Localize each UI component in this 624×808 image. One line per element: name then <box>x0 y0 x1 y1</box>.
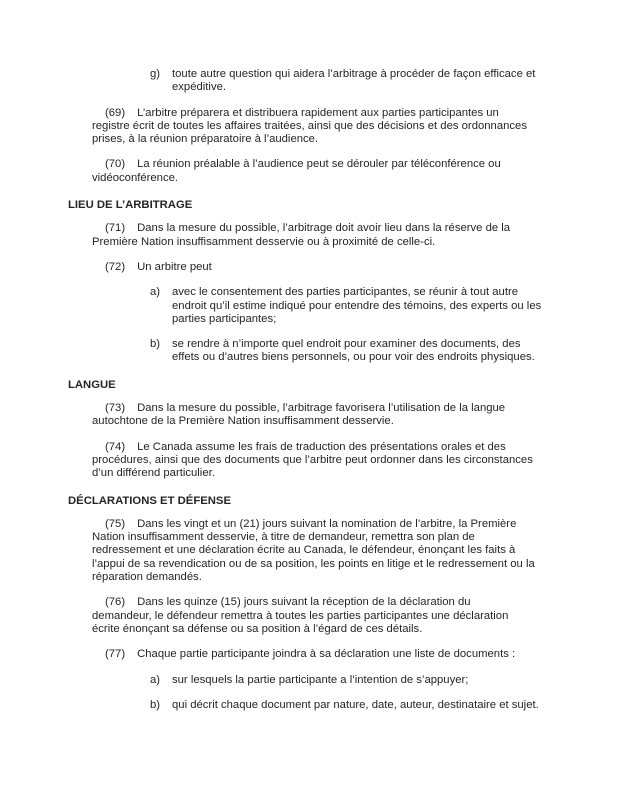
text-line <box>92 402 624 415</box>
text-line <box>92 158 624 171</box>
text-line: qui décrit chaque document par nature, date, auteur, destinataire et sujet. <box>172 698 539 711</box>
text-line: effets ou d’autres biens personnels, ou pour voir des endroits physiques. <box>172 351 535 364</box>
paragraph-75 <box>92 518 624 584</box>
text-line: registre écrit de toutes les affaires traitées, ainsi que des décisions et des ordonnances <box>92 119 527 132</box>
text-segment: Dans les vingt et un (21) jours suivant la nomination de l’arbitre, la Première <box>137 517 517 530</box>
section-heading-declarations-et-defense: DÉCLARATIONS ET DÉFENSE <box>68 494 231 507</box>
text-segment: La réunion préalable à l’audience peut se dérouler par téléconférence ou <box>137 158 501 171</box>
text-line <box>92 222 624 235</box>
list-item-b <box>150 698 624 712</box>
text-line: expéditive. <box>172 81 227 94</box>
text-line: sur lesquels la partie participante a l’intention de s’appuyer; <box>172 673 469 686</box>
paragraph-number: (76) <box>105 596 126 609</box>
text-segment: Dans la mesure du possible, l’arbitrage doit avoir lieu dans la réserve de la <box>137 222 511 235</box>
paragraph-number: (75) <box>105 517 126 530</box>
text-line: autochtone de la Première Nation insuffisamment desservie. <box>92 415 394 428</box>
list-item-a <box>150 286 624 326</box>
list-marker: b) <box>150 338 161 351</box>
text-line: l’appui de sa revendication ou de sa position, les points en litige et le redressement ou la <box>92 557 535 570</box>
list-item-b <box>150 338 624 365</box>
text-line: toute autre question qui aidera l’arbitrage à procéder de façon efficace et <box>172 68 536 80</box>
text-line: endroit qu’il estime indiqué pour entendre des témoins, des experts ou les <box>172 299 542 312</box>
paragraph-73 <box>92 402 624 429</box>
text-line: d’un différend particulier. <box>92 467 215 480</box>
text-segment: Le Canada assume les frais de traduction des présentations orales et des <box>137 440 506 453</box>
paragraph-number: (77) <box>105 648 126 661</box>
text-line: se rendre à n’importe quel endroit pour examiner des documents, des <box>172 338 521 351</box>
text-line: avec le consentement des parties participantes, se réunir à tout autre <box>172 286 519 299</box>
paragraph-74 <box>92 441 624 481</box>
text-line <box>92 441 624 454</box>
list-marker: g) <box>150 68 161 80</box>
paragraph-71 <box>92 222 624 249</box>
paragraph-69 <box>92 107 624 147</box>
text-line <box>92 648 624 661</box>
paragraph-number: (69) <box>105 106 126 119</box>
text-segment: L’arbitre préparera et distribuera rapidement aux parties participantes un <box>137 106 499 119</box>
text-line: vidéoconférence. <box>92 171 179 184</box>
list-marker: a) <box>150 286 161 299</box>
text-line <box>92 596 624 609</box>
text-line: Première Nation insuffisamment desservie ou à proximité de celle-ci. <box>92 235 436 248</box>
paragraph-70 <box>92 158 624 185</box>
paragraph-76 <box>92 596 624 636</box>
text-segment: Chaque partie participante joindra à sa déclaration une liste de documents : <box>137 648 516 661</box>
text-line: demandeur, le défendeur remettra à toutes les parties participantes une déclaration <box>92 609 509 622</box>
text-segment: Dans les quinze (15) jours suivant la réception de la déclaration du <box>137 596 471 609</box>
paragraph-77 <box>92 648 624 661</box>
text-line <box>92 107 624 120</box>
paragraph-number: (74) <box>105 440 126 453</box>
paragraph-72 <box>92 261 624 274</box>
paragraph-number: (71) <box>105 222 126 235</box>
text-line: procédures, ainsi que des documents que l’arbitre peut ordonner dans les circonstances <box>92 453 533 466</box>
list-marker: b) <box>150 698 161 711</box>
paragraph-number: (73) <box>105 402 126 415</box>
paragraph-number: (72) <box>105 260 126 273</box>
text-line: écrite énonçant sa défense ou sa position à l’égard de ces détails. <box>92 622 423 635</box>
text-line: prises, à la réunion préparatoire à l’audience. <box>92 133 319 146</box>
text-line <box>92 261 624 274</box>
list-marker: a) <box>150 673 161 686</box>
text-line: réparation demandés. <box>92 571 202 584</box>
list-item-g <box>150 68 624 95</box>
paragraph-number: (70) <box>105 158 126 171</box>
text-line <box>92 518 624 531</box>
text-line: parties participantes; <box>172 312 277 325</box>
section-heading-lieu-de-l-arbitrage: LIEU DE L’ARBITRAGE <box>68 199 193 212</box>
text-segment: Dans la mesure du possible, l’arbitrage favorisera l’utilisation de la langue <box>137 402 506 415</box>
text-line: Nation insuffisamment desservie, à titre de demandeur, remettra son plan de <box>92 531 475 544</box>
text-line: redressement et une déclaration écrite au Canada, le défendeur, énonçant les faits à <box>92 544 516 557</box>
section-heading-langue: LANGUE <box>68 378 116 391</box>
list-item-a <box>150 673 624 687</box>
text-segment: Un arbitre peut <box>137 260 212 273</box>
